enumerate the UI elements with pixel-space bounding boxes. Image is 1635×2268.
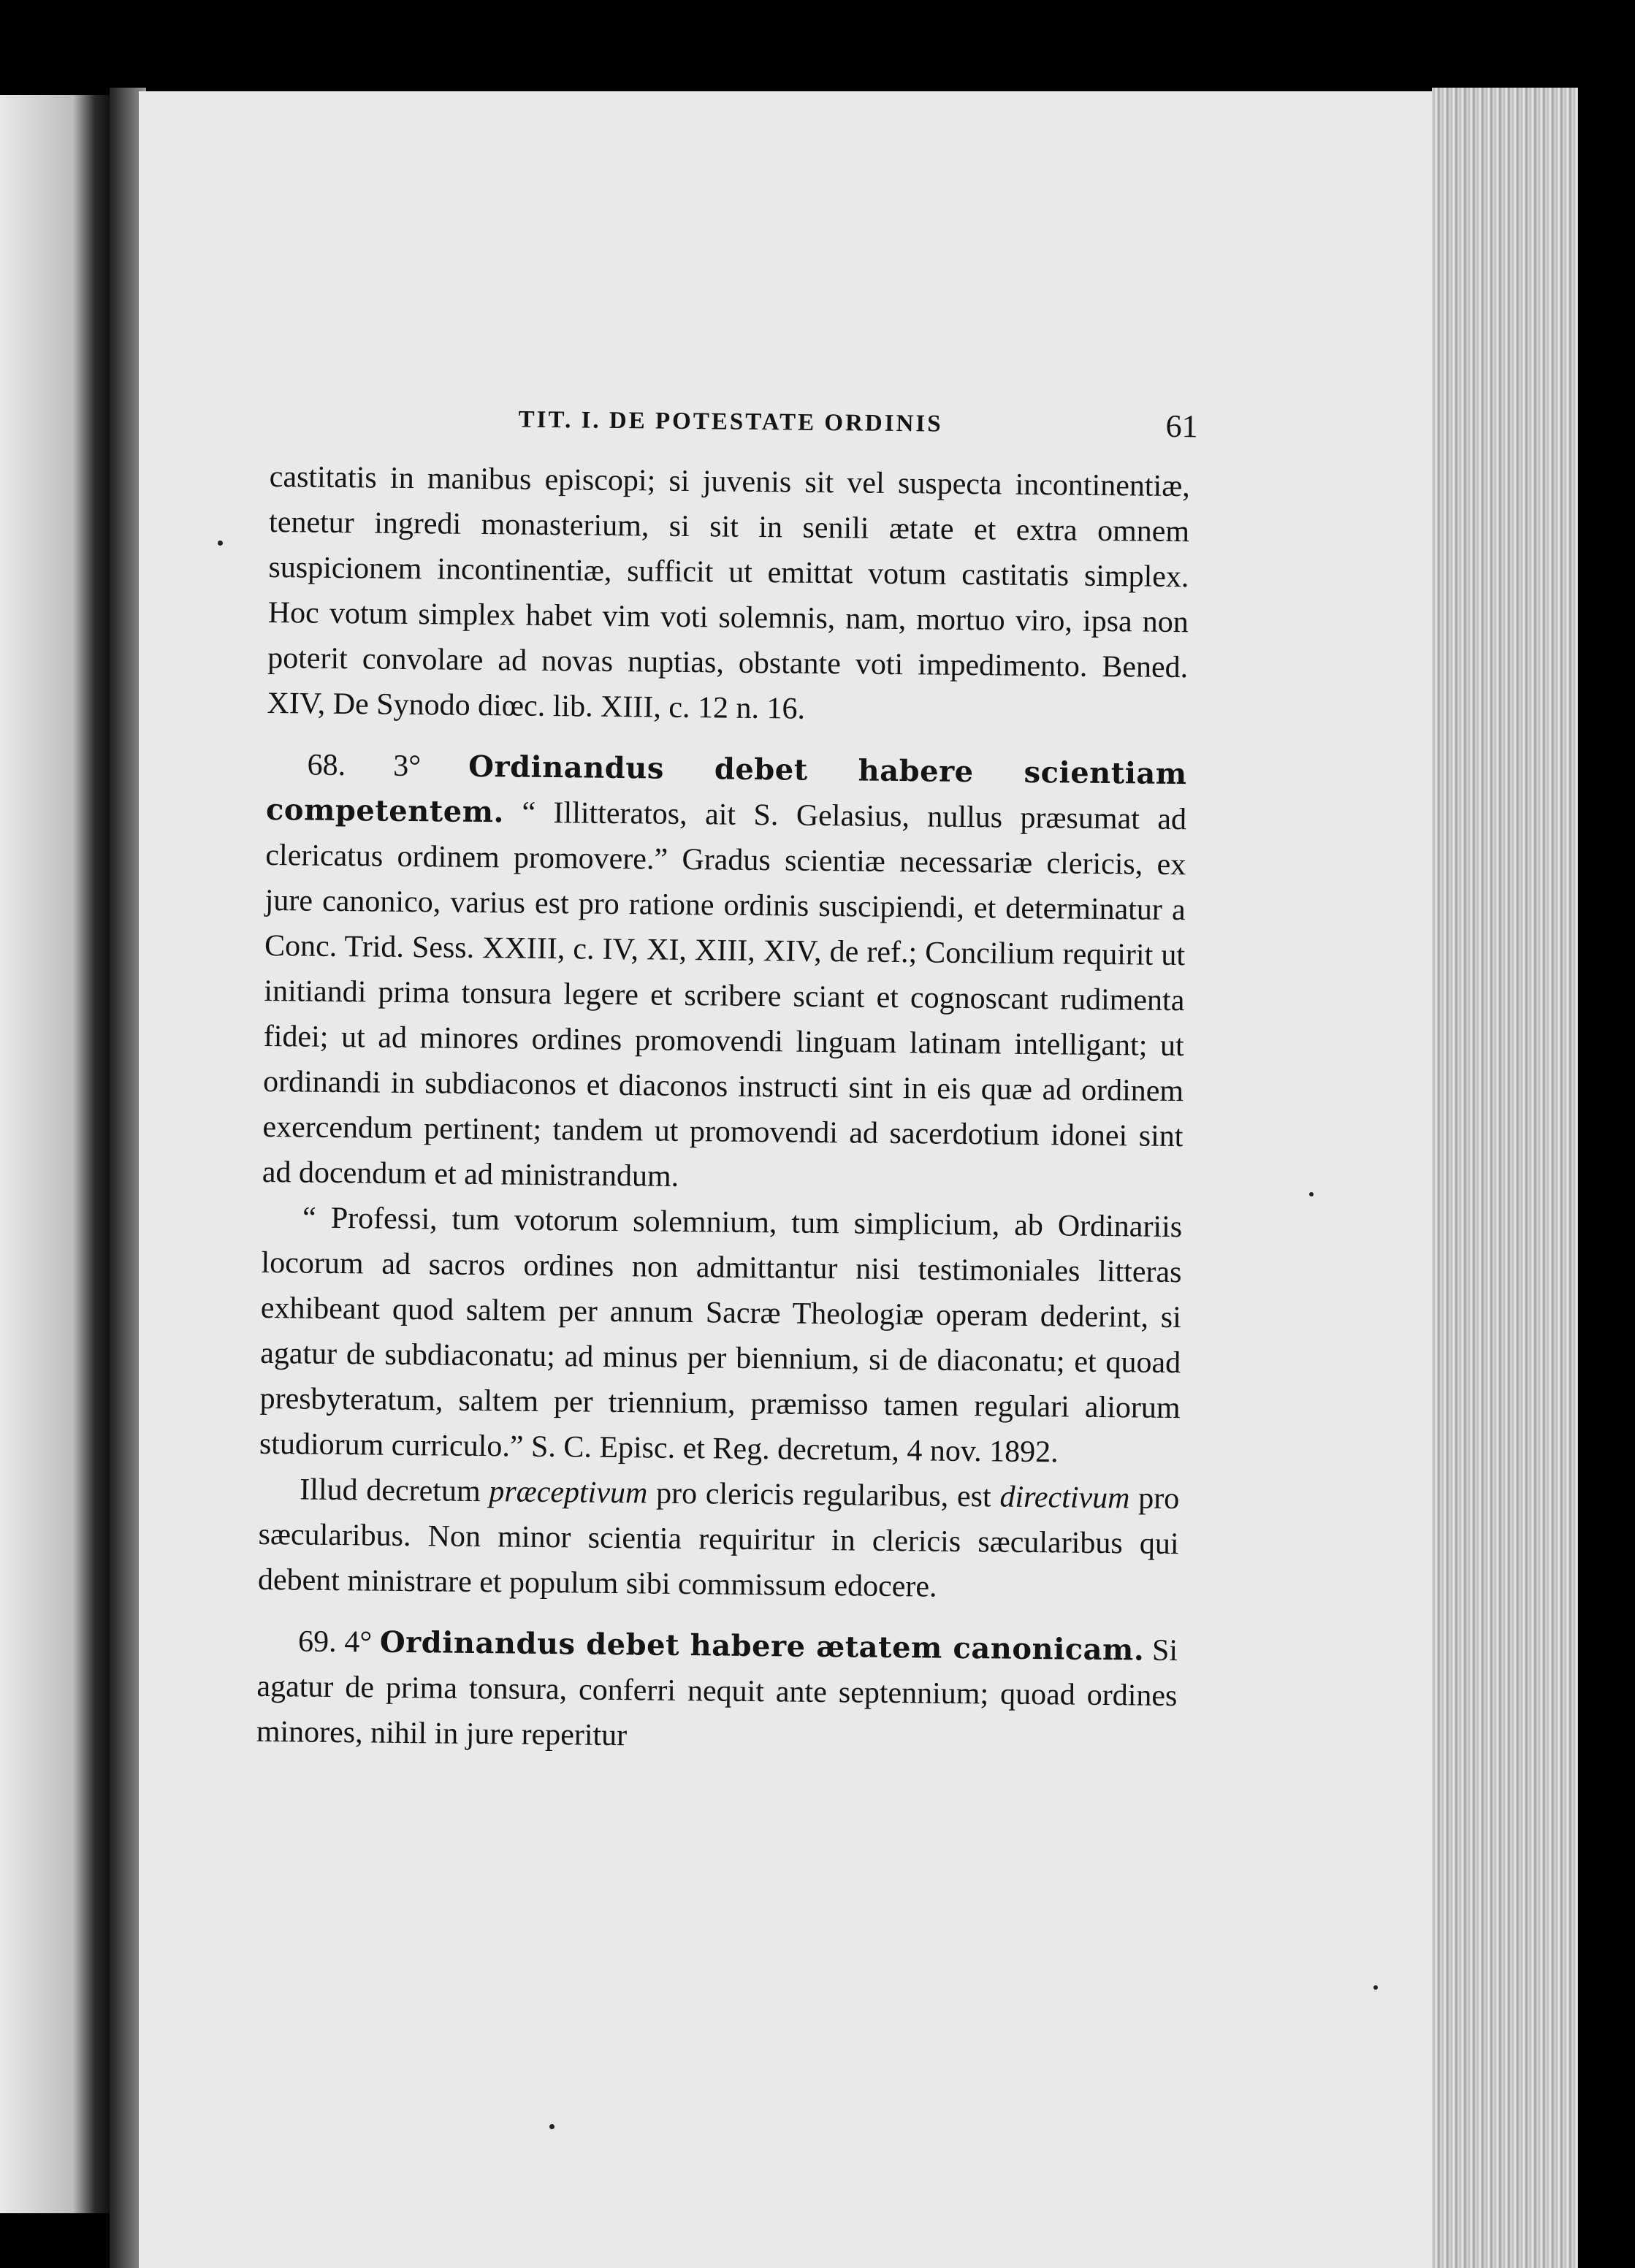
page-number: 61 xyxy=(1165,408,1198,445)
running-title: TIT. I. DE POTESTATE ORDINIS xyxy=(518,406,943,438)
section-69-heading: Ordinandus debet habere ætatem canonicam. xyxy=(379,1624,1145,1668)
section-69-text: Si agatur de prima tonsura, conferri nequit ante septennium; quoad ordines minores, nihil in jure reperitur xyxy=(256,1633,1178,1753)
section-68 xyxy=(262,742,1187,1204)
illud-text-e: pro sæcularibus. Non minor scientia requiritur in clericis sæcularibus qui debent ministrare et populum sibi commissum edocere. xyxy=(257,1481,1180,1604)
illud-text-c: pro clericis regularibus, est xyxy=(655,1476,991,1514)
section-69 xyxy=(256,1619,1178,1764)
speck-mark xyxy=(549,2124,554,2129)
scan-border xyxy=(1578,0,1635,2268)
running-head xyxy=(270,394,1198,458)
page-text xyxy=(256,394,1198,1764)
speck-mark xyxy=(218,541,223,546)
speck-mark xyxy=(1373,1985,1378,1990)
illud-italic-directivum: directivum xyxy=(999,1480,1130,1516)
page-stack-edge xyxy=(1432,88,1578,2268)
left-page-edge xyxy=(0,95,110,2213)
illud-text-a: Illud decretum xyxy=(300,1473,481,1509)
paragraph-continuation: castitatis in manibus episcopi; si juvenis sit vel suspecta incontinentiæ, tenetur ingredi monasterium, si sit in senili ætate et extra omnem suspicionem incontinentiæ, sufficit ut emittat votum castitatis simplex. Hoc votum simplex habet vim voti solemnis, nam, mortuo viro, ipsa non poterit convolare ad novas nuptias, obstante voti impedimento. Bened. XIV, De Synodo diœc. lib. XIII, c. 12 n. 16. xyxy=(267,459,1190,726)
illud-italic-praeceptivum: præceptivum xyxy=(489,1475,648,1511)
speck-mark xyxy=(1309,1192,1314,1196)
illud-paragraph xyxy=(258,1467,1180,1612)
quotation-paragraph: “ Professi, tum votorum solemnium, tum simplicium, ab Ordinariis locorum ad sacros ordines non admittantur nisi testimoniales litteras exhibeant quod saltem per annum Sacræ Theologiæ operam dederint, si agatur de subdiaconatu; ad minus per biennium, si de diaconatu; et quoad presbyteratum, saltem per triennium, præmisso tamen regulari aliorum studiorum curriculo.” S. C. Episc. et Reg. decretum, 4 nov. 1892. xyxy=(259,1201,1183,1470)
section-68-number: 68. 3° xyxy=(307,748,422,784)
section-68-text: “ Illitteratos, ait S. Gelasius, nullus præsumat ad clericatus ordinem promovere.” Gradus scientiæ necessariæ clericis, ex jure canonico, varius est pro ratione ordinis suscipiendi, et determinatur a Conc. Trid. Sess. XXIII, c. IV, XI, XIII, XIV, de ref.; Concilium requirit ut initiandi prima tonsura legere et scribere sciant et cognoscant rudimenta fidei; ut ad minores ordines promovendi linguam latinam intelligant; ut ordinandi in subdiaconos et diaconos instructi sint in eis quæ ad ordinem exercendum pertinent; tandem ut promovendi ad sacerdotium idonei sint ad docendum et ad ministrandum. xyxy=(262,795,1187,1194)
section-68-heading: Ordinandus debet habere scientiam competentem. xyxy=(265,749,1187,830)
section-69-number: 69. 4° xyxy=(297,1624,373,1660)
